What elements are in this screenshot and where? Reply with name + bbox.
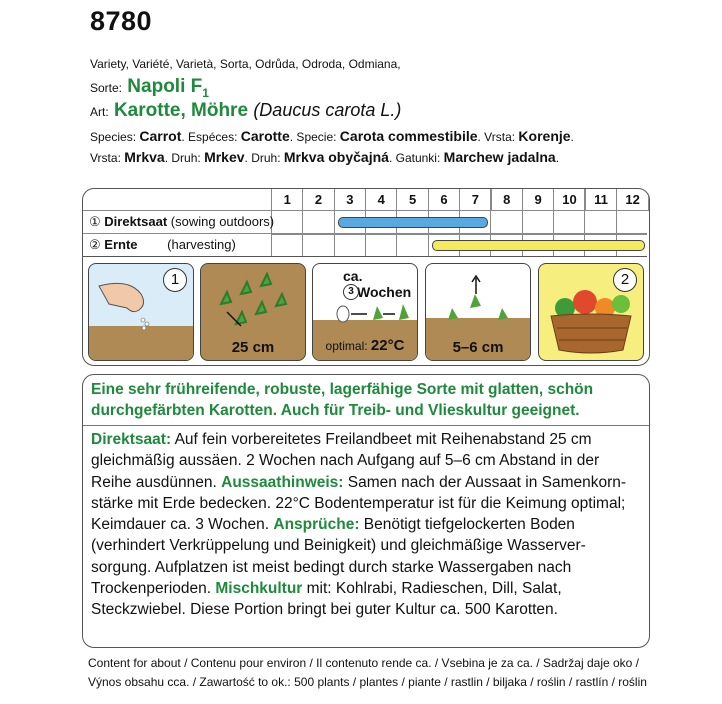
variety-name: Napoli F [127,76,203,97]
month-cell: 10 [554,189,586,211]
content-line-2: Výnos obsahu cca. / Zawartość to ok.: 500 plants / plantes / piante / rastlin / biljaka / roślin / rastlín / roślin [88,675,647,689]
art-label: Art: [90,105,109,119]
section-text: Benötigt tiefgelockerten Boden (verhindert Verkrüppelung und Beinigkeit) und gleichmäßige Wasserver-sorgung. Aufplatzen ist meist bedingt durch starke Wassergaben nach Trockenperioden. [91,516,586,598]
species-lang-label: . [570,130,574,144]
latin-name: (Daucus carota L.) [253,100,402,120]
species-lang-value: Marchew jadalna [443,149,556,165]
intro-text: Eine sehr frühreifende, robuste, lagerfähige Sorte mit glatten, schön durchgefärbten Karotten. Auch für Treib- und Vlieskultur geeignet. [91,381,594,419]
tile-harvest [538,263,644,361]
species-line-2 [90,149,559,165]
sowing-calendar [82,188,650,366]
section-heading: Mischkultur [215,580,303,598]
thinning-label: 5–6 cm [452,339,504,356]
tile-germination [312,263,418,361]
species-lang-label: Species: [90,130,140,144]
species-lang-label: . Espéces: [181,130,241,144]
instruction-tiles [83,257,649,365]
row-note: (sowing outdoors) [170,214,275,229]
tile-thinning [425,263,531,361]
calendar-grid [83,189,649,257]
section-heading: Aussaathinweis: [221,473,344,491]
sowing-period-bar [338,217,489,228]
tile-row-spacing [200,263,306,361]
month-cell: 4 [366,189,397,211]
optimal-label: optimal: [325,339,368,353]
month-cell: 5 [397,189,428,211]
row-marker: ② [89,237,101,252]
content-line-1: Content for about / Contenu pour environ / Il contenuto rende ca. / Vsebina je za ca. / Sadržaj daje oko / [88,656,640,670]
species-lang-value: Mrkva [124,149,165,165]
species-lang-value: Carrot [139,128,182,144]
tile-sowing [88,263,194,361]
sorte-label: Sorte: [90,81,123,95]
optimal-temperature [313,337,417,354]
variety-row [90,76,209,100]
species-lang-label: . Vrsta: [477,130,519,144]
step-badge-1: 1 [163,268,187,292]
month-cell: 12 [617,189,649,211]
row-spacing-label: 25 cm [231,339,275,356]
step-badge-2: 2 [613,268,637,292]
month-cell: 8 [491,189,522,211]
clock-icon: 3 [343,284,359,300]
species-lang-label: . Specie: [289,130,340,144]
section-text: Samen nach der Aussaat in Samenkorn-stärke mit Erde bedecken. 22°C Bodentemperatur ist für die Keimung optimal; Keimdauer ca. 3 Wochen. [91,473,627,534]
month-cell: 1 [272,189,303,211]
month-cell: 11 [585,189,617,211]
germination-arrows-icon [313,294,417,334]
germination-weeks: Wochen [357,284,412,300]
species-lang-value: Korenje [518,128,571,144]
description-box [82,374,650,648]
product-code: 8780 [90,6,153,36]
species-lang-value: Mrkev [204,149,245,165]
species-lang-value: Mrkva obyčajná [283,149,389,165]
row-marker: ① [89,214,101,229]
month-cell: 2 [303,189,334,211]
section-text: Auf fein vorbereitetes Freilandbeet mit Reihenabstand 25 cm gleichmäßig aussäen. 2 Wochen nach Aufgang auf 5–6 cm Abstand in der Reihe ausdünnen. [91,431,600,491]
section-text: mit: Kohlrabi, Radieschen, Dill, Salat, Steckzwiebel. Diese Portion bringt bei guter Kultur ca. 500 Karotten. [91,580,562,619]
row-name: Ernte [104,237,138,252]
calendar-row-sowing [89,214,274,230]
section-heading: Direktsaat: [91,431,172,448]
harvest-period-bar [432,240,645,251]
species-lang-label: Vrsta: [90,151,125,165]
species-lang-label: . Druh: [164,151,205,165]
species-line-1 [90,128,574,144]
calendar-table [271,189,649,211]
species-lang-label: . Druh: [244,151,284,165]
month-cell: 3 [334,189,365,211]
row-note: (harvesting) [167,237,236,252]
species-name: Karotte, Möhre [113,100,249,121]
month-cell: 7 [460,189,491,211]
species-lang-value: Carotte [240,128,290,144]
species-lang-label: . [555,151,560,165]
cultivation-text [91,429,643,621]
month-cell: 9 [522,189,553,211]
art-row [90,100,401,122]
germination-ca: ca. [343,268,363,284]
temperature-value: 22°C [370,337,405,354]
row-name: Direktsaat [104,214,168,229]
month-cell: 6 [428,189,459,211]
variety-sub: 1 [202,85,209,100]
calendar-row-harvest [89,237,236,253]
variety-languages: Variety, Variété, Varietà, Sorta, Odrůda, Odroda, Odmiana, [90,57,401,71]
section-heading: Ansprüche: [273,516,360,534]
species-lang-label: . Gatunki: [388,151,444,165]
species-lang-value: Carota commestibile [339,128,478,144]
